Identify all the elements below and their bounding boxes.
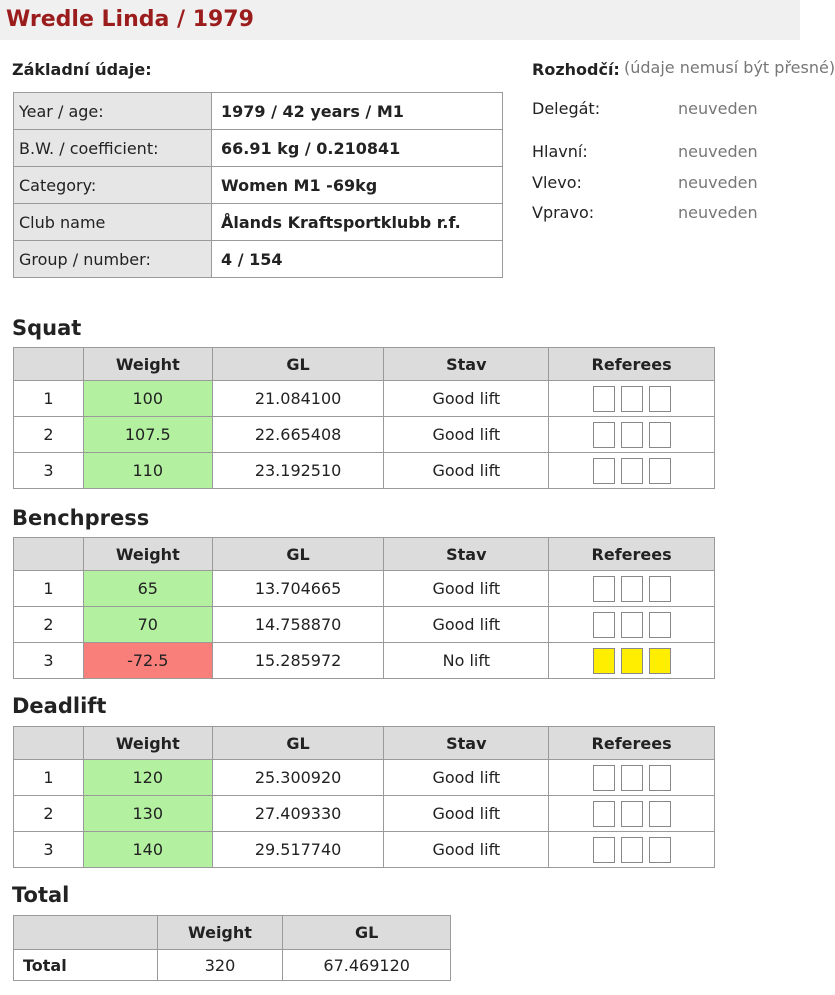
attempt-status: Good lift bbox=[384, 796, 549, 832]
attempt-row bbox=[14, 760, 715, 796]
column-header-status: Stav bbox=[384, 727, 549, 760]
attempt-referees bbox=[549, 796, 715, 832]
info-row-group bbox=[14, 241, 503, 278]
info-label: Category: bbox=[14, 167, 212, 204]
attempt-gl: 29.517740 bbox=[212, 832, 384, 868]
referee-light bbox=[649, 386, 671, 412]
total-header-weight: Weight bbox=[157, 916, 283, 950]
attempt-weight: 100 bbox=[83, 381, 212, 417]
info-label: Club name bbox=[14, 204, 212, 241]
referee-value: neuveden bbox=[678, 99, 758, 118]
attempt-row bbox=[14, 417, 715, 453]
attempt-status: Good lift bbox=[384, 417, 549, 453]
benchpress-table bbox=[13, 537, 715, 679]
total-table bbox=[13, 915, 451, 981]
attempt-row bbox=[14, 607, 715, 643]
referee-light bbox=[621, 386, 643, 412]
referee-label: Delegát: bbox=[532, 99, 601, 118]
attempt-status: Good lift bbox=[384, 607, 549, 643]
referee-light bbox=[649, 576, 671, 602]
referee-label: Vpravo: bbox=[532, 203, 595, 222]
column-header-gl: GL bbox=[212, 538, 384, 571]
attempt-referees bbox=[549, 760, 715, 796]
info-row-bodyweight bbox=[14, 130, 503, 167]
info-value: 1979 / 42 years / M1 bbox=[212, 93, 503, 130]
attempt-weight: 107.5 bbox=[83, 417, 212, 453]
total-row bbox=[14, 950, 451, 981]
referee-light bbox=[621, 648, 643, 674]
column-header-weight: Weight bbox=[83, 727, 212, 760]
attempt-gl: 13.704665 bbox=[212, 571, 384, 607]
referee-light bbox=[649, 422, 671, 448]
attempt-number: 3 bbox=[14, 832, 84, 868]
column-header-weight: Weight bbox=[83, 348, 212, 381]
attempt-referees bbox=[549, 417, 715, 453]
attempt-status: Good lift bbox=[384, 571, 549, 607]
column-header-number bbox=[14, 727, 84, 760]
referee-light bbox=[621, 765, 643, 791]
column-header-number bbox=[14, 538, 84, 571]
attempt-number: 2 bbox=[14, 417, 84, 453]
referee-value: neuveden bbox=[678, 203, 758, 222]
referees-title: Rozhodčí: bbox=[532, 60, 620, 79]
referee-label: Hlavní: bbox=[532, 142, 588, 161]
column-header-referees: Referees bbox=[549, 348, 715, 381]
info-label: Year / age: bbox=[14, 93, 212, 130]
attempt-referees bbox=[549, 453, 715, 489]
info-value: Women M1 -69kg bbox=[212, 167, 503, 204]
basic-info-table bbox=[13, 92, 503, 278]
info-value: Ålands Kraftsportklubb r.f. bbox=[212, 204, 503, 241]
referee-light bbox=[593, 648, 615, 674]
attempt-row bbox=[14, 643, 715, 679]
attempt-row bbox=[14, 832, 715, 868]
referee-light bbox=[621, 458, 643, 484]
referee-light bbox=[649, 837, 671, 863]
title-bar bbox=[0, 0, 800, 40]
referee-light bbox=[593, 612, 615, 638]
column-header-gl: GL bbox=[212, 348, 384, 381]
total-gl: 67.469120 bbox=[283, 950, 451, 981]
total-header-empty bbox=[14, 916, 158, 950]
referee-value: neuveden bbox=[678, 142, 758, 161]
squat-table bbox=[13, 347, 715, 489]
referee-light bbox=[593, 837, 615, 863]
attempt-number: 2 bbox=[14, 607, 84, 643]
attempt-row bbox=[14, 453, 715, 489]
attempt-number: 2 bbox=[14, 796, 84, 832]
page-title: Wredle Linda / 1979 bbox=[6, 7, 254, 32]
attempt-referees bbox=[549, 381, 715, 417]
column-header-status: Stav bbox=[384, 538, 549, 571]
section-title-deadlift: Deadlift bbox=[12, 694, 107, 718]
attempt-status: Good lift bbox=[384, 381, 549, 417]
section-title-benchpress: Benchpress bbox=[12, 506, 150, 530]
attempt-number: 3 bbox=[14, 643, 84, 679]
referee-light bbox=[593, 458, 615, 484]
total-header-gl: GL bbox=[283, 916, 451, 950]
section-title-squat: Squat bbox=[12, 316, 82, 340]
basic-info-title: Základní údaje: bbox=[12, 60, 152, 79]
attempt-number: 3 bbox=[14, 453, 84, 489]
attempt-gl: 22.665408 bbox=[212, 417, 384, 453]
referee-light bbox=[621, 612, 643, 638]
section-title-total: Total bbox=[12, 883, 70, 907]
attempt-row bbox=[14, 571, 715, 607]
attempt-weight: 65 bbox=[83, 571, 212, 607]
attempt-referees bbox=[549, 607, 715, 643]
attempt-weight: 140 bbox=[83, 832, 212, 868]
column-header-weight: Weight bbox=[83, 538, 212, 571]
attempt-referees bbox=[549, 643, 715, 679]
attempt-referees bbox=[549, 571, 715, 607]
referee-light bbox=[593, 422, 615, 448]
attempt-gl: 14.758870 bbox=[212, 607, 384, 643]
referee-light bbox=[649, 612, 671, 638]
total-label: Total bbox=[14, 950, 158, 981]
referee-light bbox=[621, 576, 643, 602]
attempt-referees bbox=[549, 832, 715, 868]
attempt-gl: 21.084100 bbox=[212, 381, 384, 417]
column-header-status: Stav bbox=[384, 348, 549, 381]
referee-light bbox=[593, 576, 615, 602]
referee-light bbox=[593, 801, 615, 827]
info-value: 4 / 154 bbox=[212, 241, 503, 278]
attempt-row bbox=[14, 381, 715, 417]
referee-light bbox=[621, 422, 643, 448]
attempt-number: 1 bbox=[14, 760, 84, 796]
referee-light bbox=[649, 458, 671, 484]
column-header-referees: Referees bbox=[549, 538, 715, 571]
attempt-number: 1 bbox=[14, 571, 84, 607]
referee-light bbox=[621, 837, 643, 863]
attempt-weight: 120 bbox=[83, 760, 212, 796]
attempt-status: Good lift bbox=[384, 760, 549, 796]
attempt-weight: -72.5 bbox=[83, 643, 212, 679]
column-header-referees: Referees bbox=[549, 727, 715, 760]
referee-value: neuveden bbox=[678, 173, 758, 192]
attempt-weight: 70 bbox=[83, 607, 212, 643]
attempt-status: Good lift bbox=[384, 453, 549, 489]
attempt-weight: 130 bbox=[83, 796, 212, 832]
info-row-category bbox=[14, 167, 503, 204]
deadlift-table bbox=[13, 726, 715, 868]
column-header-number bbox=[14, 348, 84, 381]
info-row-club bbox=[14, 204, 503, 241]
attempt-status: Good lift bbox=[384, 832, 549, 868]
attempt-status: No lift bbox=[384, 643, 549, 679]
attempt-number: 1 bbox=[14, 381, 84, 417]
referee-label: Vlevo: bbox=[532, 173, 582, 192]
attempt-row bbox=[14, 796, 715, 832]
attempt-gl: 15.285972 bbox=[212, 643, 384, 679]
info-label: B.W. / coefficient: bbox=[14, 130, 212, 167]
referee-light bbox=[649, 801, 671, 827]
referee-light bbox=[593, 386, 615, 412]
attempt-weight: 110 bbox=[83, 453, 212, 489]
info-label: Group / number: bbox=[14, 241, 212, 278]
attempt-gl: 23.192510 bbox=[212, 453, 384, 489]
attempt-gl: 27.409330 bbox=[212, 796, 384, 832]
attempt-gl: 25.300920 bbox=[212, 760, 384, 796]
total-weight: 320 bbox=[157, 950, 283, 981]
info-row-year bbox=[14, 93, 503, 130]
referee-light bbox=[649, 648, 671, 674]
referees-note: (údaje nemusí být přesné) bbox=[624, 58, 835, 77]
column-header-gl: GL bbox=[212, 727, 384, 760]
referee-light bbox=[593, 765, 615, 791]
referee-light bbox=[649, 765, 671, 791]
referee-light bbox=[621, 801, 643, 827]
info-value: 66.91 kg / 0.210841 bbox=[212, 130, 503, 167]
